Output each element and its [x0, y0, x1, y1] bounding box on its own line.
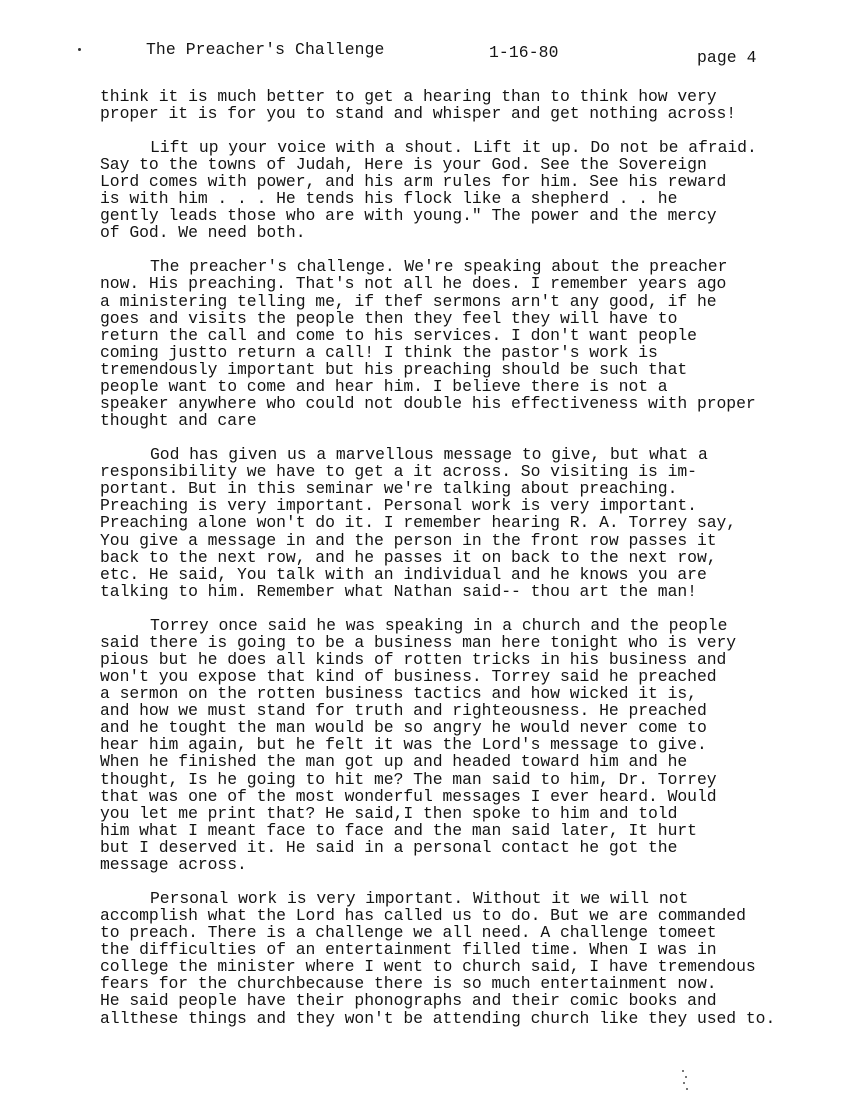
text-line: speaker anywhere who could not double his effectiveness with proper: [100, 394, 756, 414]
scan-artifact: [680, 1068, 692, 1096]
text-line: people want to come and hear him. I believe there is not a: [100, 377, 668, 396]
text-line: goes and visits the people then they feel they will have to: [100, 308, 678, 328]
text-line: responsibility we have to get a it across. So visiting is im-: [100, 462, 697, 482]
text-line: you let me print that? He said,I then spoke to him and told: [100, 803, 678, 823]
text-line: hear him again, but he felt it was the Lord's message to give.: [100, 735, 707, 755]
text-line: the difficulties of an entertainment filled time. When I was in: [100, 940, 717, 960]
page-number: page 4: [697, 48, 757, 67]
text-line: and how we must stand for truth and righteousness. He preached: [100, 701, 707, 721]
text-line: think it is much better to get a hearing than to think how very: [100, 87, 717, 106]
text-line: tremendously important but his preaching should be such that: [100, 359, 688, 379]
text-line: portant. But in this seminar we're talking about preaching.: [100, 479, 678, 499]
paragraph: [100, 139, 840, 242]
text-line: said there is going to be a business man here tonight who is very: [100, 632, 737, 652]
text-line: coming justto return a call! I think the pastor's work is: [100, 342, 658, 362]
text-line: thought and care: [100, 411, 257, 431]
paragraph: [100, 258, 840, 429]
document-body: [100, 88, 840, 1043]
text-line: return the call and come to his services. I don't want people: [100, 325, 697, 345]
text-line: God has given us a marvellous message to give, but what a: [150, 445, 708, 465]
text-line: gently leads those who are with young." The power and the mercy: [100, 206, 717, 226]
text-line: a sermon on the rotten business tactics and how wicked it is,: [100, 684, 697, 704]
text-line: now. His preaching. That's not all he does. I remember years ago: [100, 274, 727, 294]
text-line: message across.: [100, 855, 247, 875]
text-line: talking to him. Remember what Nathan said-- thou art the man!: [100, 581, 697, 601]
text-line: Personal work is very important. Without it we will not: [150, 888, 689, 908]
text-line: pious but he does all kinds of rotten tricks in his business and: [100, 649, 727, 669]
text-line: Torrey once said he was speaking in a church and the people: [150, 615, 728, 635]
text-line: proper it is for you to stand and whisper and get nothing across!: [100, 104, 737, 124]
text-line: of God. We need both.: [100, 223, 306, 243]
text-line: Preaching is very important. Personal work is very important.: [100, 496, 697, 516]
text-line: a ministering telling me, if thef sermons arn't any good, if he: [100, 291, 717, 311]
ink-speck: [78, 48, 81, 51]
text-line: to preach. There is a challenge we all need. A challenge tomeet: [100, 923, 717, 943]
text-line: You give a message in and the person in the front row passes it: [100, 530, 717, 550]
text-line: but I deserved it. He said in a personal contact he got the: [100, 837, 678, 857]
text-line: etc. He said, You talk with an individual and he knows you are: [100, 564, 707, 584]
text-line: Say to the towns of Judah, Here is your God. See the Sovereign: [100, 155, 707, 175]
text-line: fears for the churchbecause there is so much entertainment now.: [100, 974, 717, 994]
text-line: thought, Is he going to hit me? The man said to him, Dr. Torrey: [100, 769, 717, 789]
text-line: allthese things and they won't be attending church like they used to.: [100, 1008, 776, 1028]
text-line: and he tought the man would be so angry he would never come to: [100, 718, 707, 738]
text-line: He said people have their phonographs and their comic books and: [100, 991, 717, 1011]
text-line: college the minister where I went to church said, I have tremendous: [100, 957, 756, 977]
paragraph: [100, 88, 840, 122]
text-line: back to the next row, and he passes it on back to the next row,: [100, 547, 717, 567]
text-line: accomplish what the Lord has called us to do. But we are commanded: [100, 906, 746, 926]
document-date: 1-16-80: [489, 43, 559, 62]
text-line: that was one of the most wonderful messages I ever heard. Would: [100, 786, 717, 806]
text-line: won't you expose that kind of business. Torrey said he preached: [100, 667, 717, 686]
text-line: When he finished the man got up and headed toward him and he: [100, 752, 688, 772]
paragraph: [100, 446, 840, 600]
text-line: Lord comes with power, and his arm rules for him. See his reward: [100, 172, 727, 192]
text-line: him what I meant face to face and the man said later, It hurt: [100, 820, 697, 840]
text-line: Lift up your voice with a shout. Lift it up. Do not be afraid.: [150, 137, 757, 157]
paragraph: [100, 890, 840, 1027]
text-line: The preacher's challenge. We're speaking about the preacher: [150, 257, 728, 277]
text-line: is with him . . . He tends his flock like a shepherd . . he: [100, 189, 678, 209]
text-line: Preaching alone won't do it. I remember hearing R. A. Torrey say,: [100, 513, 737, 533]
paragraph: [100, 617, 840, 873]
document-title: The Preacher's Challenge: [146, 40, 385, 59]
